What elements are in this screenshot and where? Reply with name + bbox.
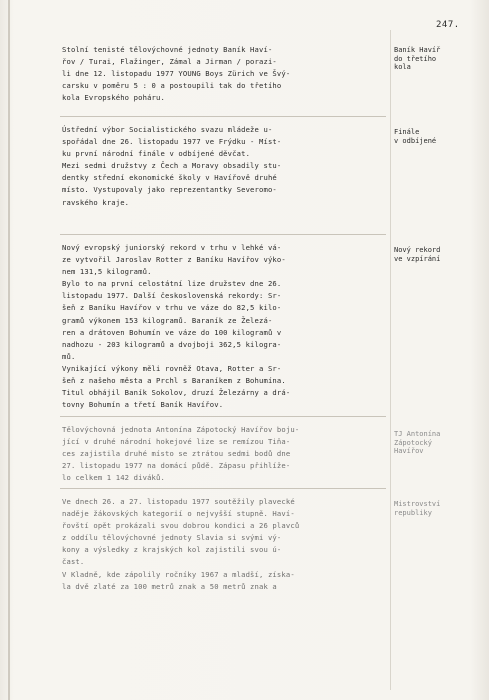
margin-rule (390, 30, 391, 690)
entry-text: Ústřední výbor Socialistického svazu mládeže u- spořádal dne 26. listopadu 1977 ve Frýdku - Míst- ku první národní finále v odbíjené děvčat. Mezi sedmi družstvy z Čech a Moravy obsadily stu- dentky střední ekonomické školy v Havířově druhé místo. Vystupovaly jako reprezentantky Severomo- ravského kraje. (62, 125, 282, 207)
margin-note-hockey: TJ Antonína Zápotocký Havířov (394, 430, 441, 456)
entry-text: Nový evropský juniorský rekord v trhu v lehké vá- ze vytvořil Jaroslav Rotter z Baníku Havířov výko- nem 131,5 kilogramů. Bylo to na první celostátní lize družstev dne 26. listopadu 1977. Další československá rekordy: Sr- šeň z Baníku Havířov v trhu ve váze do 82,5 kilo- gramů výkonem 153 kilogramů. Baraník ze Železá- ren a drátoven Bohumín ve váze do 100 kilogramů v nadhozu - 203 kilogramů a dvojboji 362,5 kilogra- mů. Vynikající výkony měli rovněž Otava, Rotter a Sr- šeň z našeho města a Prchl s Baraníkem z Bohumína. Titul obhájil Baník Sokolov, druzí Železárny a drá- tovny Bohumín a třetí Baník Havířov. (62, 243, 291, 410)
margin-note-table-tennis: Baník Havíř do třetího kola (394, 46, 441, 72)
chronicle-entry-volleyball (62, 124, 382, 209)
entry-separator (60, 116, 386, 117)
chronicle-entry-table-tennis (62, 44, 382, 104)
margin-note-volleyball: Finále v odbíjené (394, 128, 437, 145)
entry-text: Ve dnech 26. a 27. listopadu 1977 soutěžily plavecké naděje žákovských kategorií o nejvyšší stupně. Haví- řovští opět prokázali svou dobrou kondici a 26 plavců z oddílu tělovýchovné jednoty Slavia si svými vý- kony a výsledky z krajských kol zajistili svou ú- čast. V Kladně, kde zápolily ročníky 1967 a mladší, získa- la dvě zlaté za 100 metrů znak a 50 metrů znak a (62, 497, 300, 591)
entry-separator (60, 488, 386, 489)
entry-separator (60, 416, 386, 417)
page-left-edge (8, 0, 10, 700)
page-number: 247. (436, 20, 460, 30)
margin-note-swimming: Mistrovství republiky (394, 500, 441, 517)
margin-note-weightlifting: Nový rekord ve vzpírání (394, 246, 441, 263)
entry-separator (60, 234, 386, 235)
chronicle-entry-swimming (62, 496, 382, 593)
entry-text: Stolní tenisté tělovýchovné jednoty Baník Haví- řov / Turai, Flažinger, Zámal a Jirman / porazi- li dne 12. listopadu 1977 YOUNG Boys Zürich ve Švý- carsku v poměru 5 : 0 a postoupili tak do třetího kola Evropského poháru. (62, 45, 291, 103)
chronicle-entry-hockey (62, 424, 382, 484)
chronicle-entry-weightlifting (62, 242, 382, 411)
entry-text: Tělovýchovná jednota Antonína Zápotocký Havířov boju- jící v druhé národní hokejové lize se remízou Tiňa- ces zajistila druhé místo se ztrátou sedmi bodů dne 27. listopadu 1977 na domácí půdě. Zápasu přihlíže- lo celkem 1 142 diváků. (62, 425, 300, 483)
